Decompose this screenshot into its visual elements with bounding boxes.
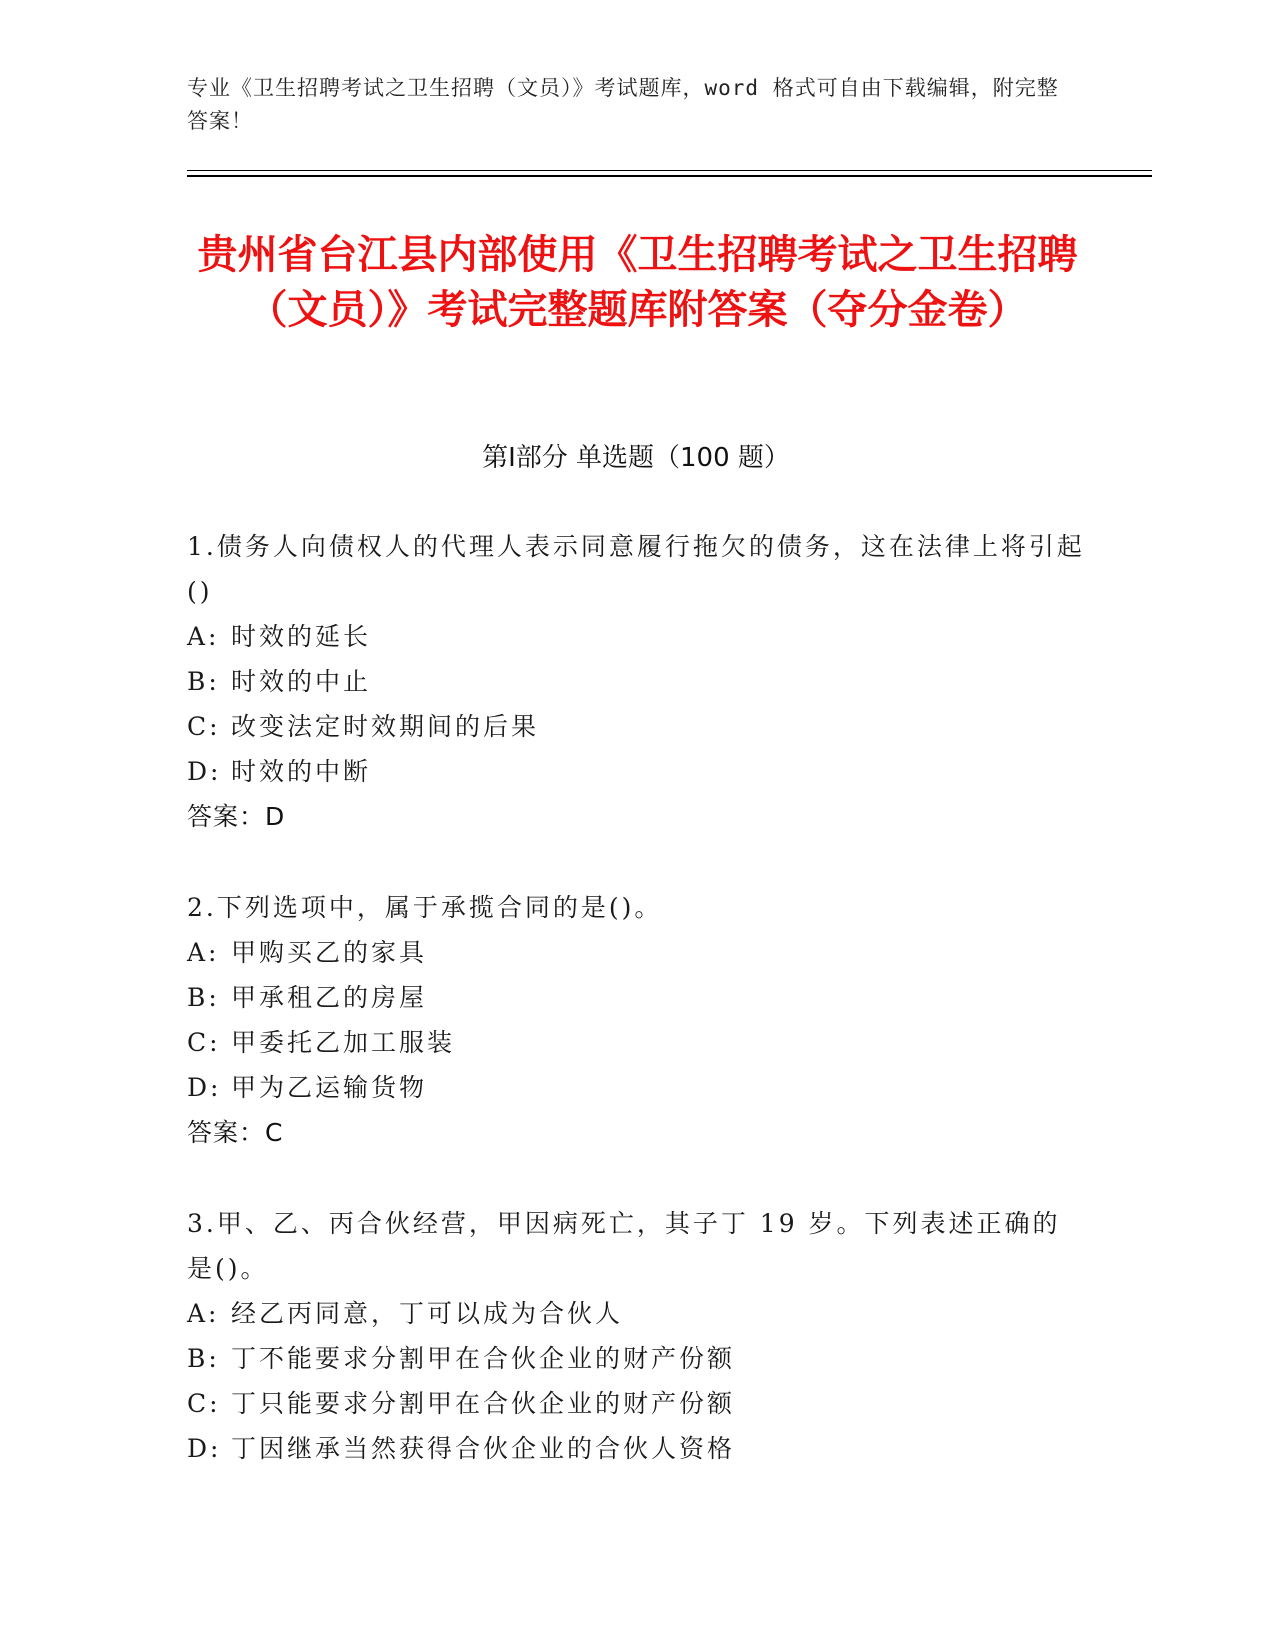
option-key: B: bbox=[187, 983, 220, 1012]
option-text: 甲购买乙的家具 bbox=[231, 938, 428, 967]
option-text: 甲委托乙加工服装 bbox=[231, 1028, 456, 1057]
option-b bbox=[187, 1336, 1087, 1381]
option-b bbox=[187, 975, 1087, 1020]
header-rule-thick bbox=[187, 175, 1152, 177]
option-text: 甲承租乙的房屋 bbox=[231, 983, 428, 1012]
option-key: A: bbox=[187, 622, 220, 651]
option-d bbox=[187, 1065, 1087, 1110]
option-text: 改变法定时效期间的后果 bbox=[231, 712, 540, 741]
question-3 bbox=[187, 1201, 1087, 1471]
option-key: B: bbox=[187, 667, 220, 696]
option-key: C: bbox=[187, 1389, 221, 1418]
option-key: C: bbox=[187, 1028, 221, 1057]
option-text: 丁只能要求分割甲在合伙企业的财产份额 bbox=[231, 1389, 736, 1418]
option-text: 时效的中止 bbox=[231, 667, 372, 696]
document-title: 贵州省台江县内部使用《卫生招聘考试之卫生招聘（文员）》考试完整题库附答案（夺分金卷） bbox=[197, 232, 1078, 333]
question-list bbox=[187, 524, 1087, 1517]
question-stem: 2.下列选项中，属于承揽合同的是()。 bbox=[187, 893, 663, 922]
answer-line: 答案：D bbox=[187, 802, 286, 831]
question-stem: 1.债务人向债权人的代理人表示同意履行拖欠的债务，这在法律上将引起() bbox=[187, 532, 1085, 606]
option-key: D: bbox=[187, 1073, 222, 1102]
option-d bbox=[187, 749, 1087, 794]
option-text: 时效的延长 bbox=[231, 622, 372, 651]
option-key: A: bbox=[187, 938, 220, 967]
option-text: 经乙丙同意，丁可以成为合伙人 bbox=[231, 1299, 624, 1328]
header-rule-thin bbox=[187, 170, 1152, 171]
option-key: C: bbox=[187, 712, 221, 741]
option-c bbox=[187, 1381, 1087, 1426]
option-d bbox=[187, 1426, 1087, 1471]
question-1 bbox=[187, 524, 1087, 839]
section-heading: 第Ⅰ部分 单选题（100 题） bbox=[482, 443, 790, 473]
option-a bbox=[187, 930, 1087, 975]
option-b bbox=[187, 659, 1087, 704]
option-text: 丁不能要求分割甲在合伙企业的财产份额 bbox=[231, 1344, 736, 1373]
answer-line: 答案：C bbox=[187, 1118, 284, 1147]
option-key: D: bbox=[187, 757, 222, 786]
option-text: 甲为乙运输货物 bbox=[231, 1073, 428, 1102]
header-note: 专业《卫生招聘考试之卫生招聘（文员）》考试题库，word 格式可自由下载编辑，附完整答案！ bbox=[187, 76, 1059, 133]
question-stem: 3.甲、乙、丙合伙经营，甲因病死亡，其子丁 19 岁。下列表述正确的是()。 bbox=[187, 1209, 1061, 1283]
option-text: 时效的中断 bbox=[231, 757, 372, 786]
option-a bbox=[187, 614, 1087, 659]
option-c bbox=[187, 704, 1087, 749]
option-key: A: bbox=[187, 1299, 220, 1328]
option-a bbox=[187, 1291, 1087, 1336]
option-text: 丁因继承当然获得合伙企业的合伙人资格 bbox=[231, 1434, 736, 1463]
option-key: B: bbox=[187, 1344, 220, 1373]
option-key: D: bbox=[187, 1434, 222, 1463]
option-c bbox=[187, 1020, 1087, 1065]
question-2 bbox=[187, 885, 1087, 1155]
